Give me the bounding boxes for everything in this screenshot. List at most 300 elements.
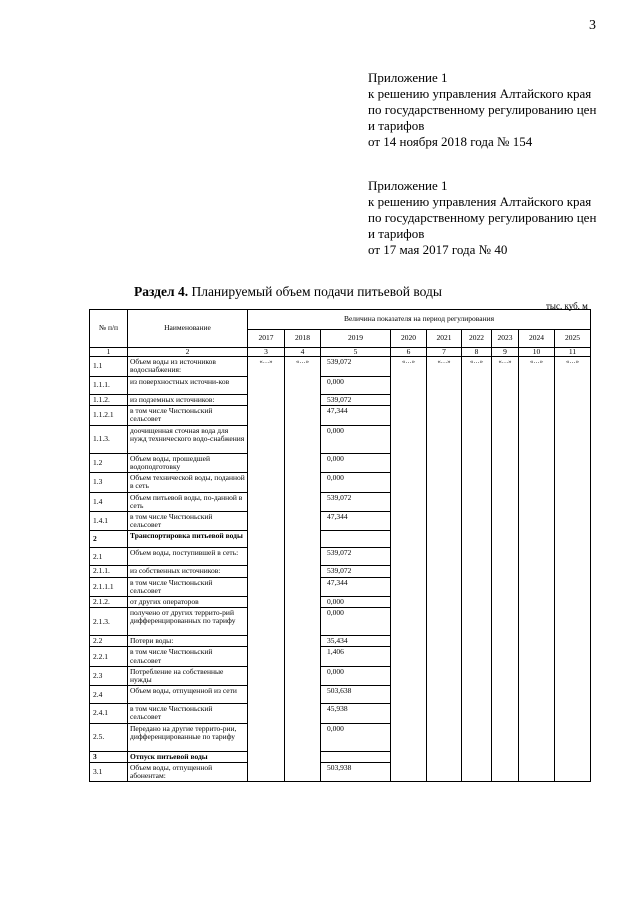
- row-number: 2.1: [90, 548, 128, 566]
- column-number: 5: [321, 348, 391, 357]
- appendix-title: Приложение 1: [368, 178, 448, 193]
- empty-cell: [555, 636, 591, 647]
- row-number: 2.1.2.: [90, 597, 128, 608]
- empty-cell: [391, 597, 427, 608]
- empty-cell: [285, 647, 321, 666]
- empty-cell: [462, 666, 492, 685]
- empty-cell: [519, 531, 555, 548]
- empty-cell: [519, 751, 555, 762]
- empty-cell: [492, 473, 519, 492]
- section-title: [134, 284, 442, 300]
- empty-cell: [248, 473, 285, 492]
- placeholder-value: «…»: [519, 357, 555, 376]
- value-2019: [321, 531, 391, 548]
- row-number: 1.1.1.: [90, 376, 128, 394]
- empty-cell: [248, 512, 285, 531]
- column-number: 1: [90, 348, 128, 357]
- empty-cell: [427, 597, 462, 608]
- empty-cell: [285, 608, 321, 636]
- empty-cell: [462, 548, 492, 566]
- empty-cell: [391, 512, 427, 531]
- empty-cell: [248, 566, 285, 577]
- table-row: [90, 647, 591, 666]
- empty-cell: [427, 394, 462, 405]
- row-name: Потери воды:: [128, 636, 248, 647]
- empty-cell: [427, 751, 462, 762]
- placeholder-value: «…»: [462, 357, 492, 376]
- empty-cell: [492, 597, 519, 608]
- empty-cell: [492, 566, 519, 577]
- empty-cell: [391, 473, 427, 492]
- empty-cell: [555, 762, 591, 781]
- year-header: 2019: [321, 330, 391, 348]
- empty-cell: [462, 566, 492, 577]
- row-name: доочищенная сточная вода для нужд технического водо-снабжения: [128, 425, 248, 453]
- value-2019: 0,000: [321, 425, 391, 453]
- empty-cell: [391, 704, 427, 723]
- table-row: [90, 512, 591, 531]
- empty-cell: [427, 548, 462, 566]
- year-header: 2017: [248, 330, 285, 348]
- empty-cell: [492, 492, 519, 511]
- empty-cell: [285, 704, 321, 723]
- empty-cell: [248, 608, 285, 636]
- empty-cell: [285, 512, 321, 531]
- row-name: Транспортировка питьевой воды: [128, 531, 248, 548]
- empty-cell: [519, 636, 555, 647]
- value-2019: 1,406: [321, 647, 391, 666]
- empty-cell: [492, 376, 519, 394]
- empty-cell: [248, 686, 285, 704]
- empty-cell: [248, 394, 285, 405]
- empty-cell: [391, 548, 427, 566]
- water-volume-table: [89, 309, 591, 782]
- empty-cell: [555, 566, 591, 577]
- value-2019: 0,000: [321, 608, 391, 636]
- section-heading: Планируемый объем подачи питьевой воды: [191, 284, 442, 299]
- empty-cell: [519, 512, 555, 531]
- empty-cell: [248, 425, 285, 453]
- appendix-line: к решению управления Алтайского края: [368, 86, 592, 101]
- row-number: 1.1.2.: [90, 394, 128, 405]
- empty-cell: [391, 405, 427, 425]
- table-row: [90, 473, 591, 492]
- row-number: 1.1.3.: [90, 425, 128, 453]
- table-row: [90, 686, 591, 704]
- row-number: 2.3: [90, 666, 128, 685]
- empty-cell: [492, 577, 519, 596]
- empty-cell: [427, 512, 462, 531]
- appendix-line: к решению управления Алтайского края: [368, 194, 592, 209]
- row-name: получено от других террито-рий дифференцированных по тарифу: [128, 608, 248, 636]
- empty-cell: [285, 762, 321, 781]
- table-row: [90, 566, 591, 577]
- placeholder-value: «…»: [391, 357, 427, 376]
- year-header: 2018: [285, 330, 321, 348]
- year-header: 2025: [555, 330, 591, 348]
- empty-cell: [492, 394, 519, 405]
- value-2019: 539,072: [321, 566, 391, 577]
- column-number: 10: [519, 348, 555, 357]
- value-2019: 45,938: [321, 704, 391, 723]
- empty-cell: [555, 548, 591, 566]
- empty-cell: [519, 597, 555, 608]
- empty-cell: [391, 425, 427, 453]
- empty-cell: [519, 473, 555, 492]
- empty-cell: [555, 473, 591, 492]
- value-2019: 47,344: [321, 512, 391, 531]
- empty-cell: [427, 376, 462, 394]
- empty-cell: [519, 686, 555, 704]
- placeholder-value: «…»: [427, 357, 462, 376]
- empty-cell: [427, 762, 462, 781]
- empty-cell: [285, 376, 321, 394]
- empty-cell: [427, 492, 462, 511]
- empty-cell: [462, 751, 492, 762]
- empty-cell: [555, 492, 591, 511]
- empty-cell: [519, 608, 555, 636]
- empty-cell: [427, 425, 462, 453]
- empty-cell: [285, 723, 321, 751]
- table-row: [90, 405, 591, 425]
- row-number: 1.4.1: [90, 512, 128, 531]
- row-number: 2.4.1: [90, 704, 128, 723]
- row-number: 2: [90, 531, 128, 548]
- empty-cell: [555, 394, 591, 405]
- empty-cell: [492, 666, 519, 685]
- row-number: 2.1.1.1: [90, 577, 128, 596]
- empty-cell: [492, 762, 519, 781]
- table-row: [90, 376, 591, 394]
- value-2019: 539,072: [321, 357, 391, 376]
- empty-cell: [462, 647, 492, 666]
- row-name: Объем технической воды, поданной в сеть: [128, 473, 248, 492]
- row-name: Отпуск питьевой воды: [128, 751, 248, 762]
- empty-cell: [285, 473, 321, 492]
- row-name: в том числе Чистюньский сельсовет: [128, 577, 248, 596]
- value-2019: 0,000: [321, 453, 391, 472]
- appendix-title: Приложение 1: [368, 70, 448, 85]
- empty-cell: [555, 376, 591, 394]
- empty-cell: [427, 531, 462, 548]
- empty-cell: [555, 425, 591, 453]
- row-name: из подземных источников:: [128, 394, 248, 405]
- empty-cell: [248, 704, 285, 723]
- empty-cell: [391, 608, 427, 636]
- appendix-current: [368, 70, 596, 150]
- empty-cell: [492, 704, 519, 723]
- empty-cell: [248, 492, 285, 511]
- row-name: в том числе Чистюньский сельсовет: [128, 405, 248, 425]
- empty-cell: [462, 394, 492, 405]
- empty-cell: [285, 453, 321, 472]
- empty-cell: [285, 548, 321, 566]
- column-number: 7: [427, 348, 462, 357]
- empty-cell: [492, 636, 519, 647]
- row-number: 2.2.1: [90, 647, 128, 666]
- empty-cell: [391, 723, 427, 751]
- empty-cell: [492, 686, 519, 704]
- empty-cell: [427, 686, 462, 704]
- empty-cell: [391, 566, 427, 577]
- empty-cell: [427, 723, 462, 751]
- units-label: тыс. куб. м: [546, 301, 588, 311]
- appendix-line: и тарифов: [368, 118, 425, 133]
- table-row: [90, 636, 591, 647]
- row-name: Объем воды, прошедшей водоподготовку: [128, 453, 248, 472]
- empty-cell: [492, 405, 519, 425]
- empty-cell: [555, 704, 591, 723]
- row-name: в том числе Чистюньский сельсовет: [128, 512, 248, 531]
- appendix-line: по государственному регулированию цен: [368, 210, 597, 225]
- empty-cell: [555, 531, 591, 548]
- empty-cell: [285, 666, 321, 685]
- empty-cell: [285, 686, 321, 704]
- empty-cell: [391, 453, 427, 472]
- year-header: 2024: [519, 330, 555, 348]
- table-row: [90, 762, 591, 781]
- empty-cell: [427, 453, 462, 472]
- empty-cell: [391, 686, 427, 704]
- empty-cell: [462, 636, 492, 647]
- table-row: [90, 597, 591, 608]
- empty-cell: [248, 405, 285, 425]
- row-name: от других операторов: [128, 597, 248, 608]
- empty-cell: [555, 577, 591, 596]
- empty-cell: [248, 531, 285, 548]
- empty-cell: [555, 453, 591, 472]
- table-row: [90, 723, 591, 751]
- empty-cell: [492, 751, 519, 762]
- column-number: 3: [248, 348, 285, 357]
- empty-cell: [427, 473, 462, 492]
- empty-cell: [427, 405, 462, 425]
- year-header: 2020: [391, 330, 427, 348]
- empty-cell: [462, 376, 492, 394]
- empty-cell: [519, 723, 555, 751]
- appendix-line: по государственному регулированию цен: [368, 102, 597, 117]
- empty-cell: [519, 647, 555, 666]
- empty-cell: [462, 597, 492, 608]
- empty-cell: [248, 636, 285, 647]
- empty-cell: [492, 453, 519, 472]
- empty-cell: [519, 666, 555, 685]
- empty-cell: [391, 751, 427, 762]
- empty-cell: [462, 531, 492, 548]
- empty-cell: [427, 577, 462, 596]
- row-number: 1.1: [90, 357, 128, 376]
- year-header: 2023: [492, 330, 519, 348]
- section-label: Раздел 4.: [134, 284, 189, 299]
- empty-cell: [519, 376, 555, 394]
- row-number: 2.2: [90, 636, 128, 647]
- empty-cell: [248, 597, 285, 608]
- empty-cell: [391, 762, 427, 781]
- placeholder-value: «…»: [285, 357, 321, 376]
- empty-cell: [391, 647, 427, 666]
- row-name: из поверхностных источни-ков: [128, 376, 248, 394]
- empty-cell: [555, 666, 591, 685]
- empty-cell: [285, 597, 321, 608]
- empty-cell: [427, 647, 462, 666]
- empty-cell: [555, 647, 591, 666]
- empty-cell: [248, 548, 285, 566]
- value-2019: 47,344: [321, 405, 391, 425]
- empty-cell: [248, 762, 285, 781]
- row-name: Объем воды, отпущенной из сети: [128, 686, 248, 704]
- column-number: 4: [285, 348, 321, 357]
- table-row: [90, 357, 591, 376]
- column-number: 2: [128, 348, 248, 357]
- empty-cell: [462, 723, 492, 751]
- row-number: 2.4: [90, 686, 128, 704]
- value-2019: 503,938: [321, 762, 391, 781]
- empty-cell: [391, 577, 427, 596]
- empty-cell: [555, 597, 591, 608]
- empty-cell: [248, 577, 285, 596]
- row-name: Объем воды, поступившей в сеть:: [128, 548, 248, 566]
- empty-cell: [248, 666, 285, 685]
- row-number: 2.1.1.: [90, 566, 128, 577]
- empty-cell: [391, 636, 427, 647]
- value-2019: 0,000: [321, 376, 391, 394]
- placeholder-value: «…»: [555, 357, 591, 376]
- empty-cell: [391, 531, 427, 548]
- empty-cell: [285, 394, 321, 405]
- empty-cell: [519, 425, 555, 453]
- row-number: 1.1.2.1: [90, 405, 128, 425]
- value-2019: 539,072: [321, 548, 391, 566]
- empty-cell: [462, 608, 492, 636]
- empty-cell: [427, 704, 462, 723]
- empty-cell: [492, 425, 519, 453]
- row-name: из собственных источников:: [128, 566, 248, 577]
- column-number: 8: [462, 348, 492, 357]
- column-number: 11: [555, 348, 591, 357]
- appendix-date: от 14 ноября 2018 года № 154: [368, 134, 533, 149]
- table-row: [90, 492, 591, 511]
- table-row: [90, 425, 591, 453]
- empty-cell: [391, 492, 427, 511]
- empty-cell: [462, 425, 492, 453]
- empty-cell: [285, 492, 321, 511]
- empty-cell: [462, 492, 492, 511]
- empty-cell: [285, 566, 321, 577]
- empty-cell: [248, 647, 285, 666]
- value-2019: 47,344: [321, 577, 391, 596]
- table-row: [90, 577, 591, 596]
- year-header: 2022: [462, 330, 492, 348]
- row-name: Объем воды из источников водоснабжения:: [128, 357, 248, 376]
- empty-cell: [427, 666, 462, 685]
- header-period: Величина показателя на период регулирования: [248, 310, 591, 330]
- row-number: 1.2: [90, 453, 128, 472]
- row-name: в том числе Чистюньский сельсовет: [128, 704, 248, 723]
- empty-cell: [391, 666, 427, 685]
- empty-cell: [248, 453, 285, 472]
- empty-cell: [492, 548, 519, 566]
- value-2019: 503,638: [321, 686, 391, 704]
- row-name: Передано на другие террито-рии, дифференцированные по тарифу: [128, 723, 248, 751]
- empty-cell: [492, 647, 519, 666]
- empty-cell: [462, 473, 492, 492]
- empty-cell: [519, 405, 555, 425]
- row-name: Объем питьевой воды, по-данной в сеть: [128, 492, 248, 511]
- row-number: 2.1.3.: [90, 608, 128, 636]
- value-2019: 0,000: [321, 597, 391, 608]
- empty-cell: [492, 531, 519, 548]
- empty-cell: [462, 704, 492, 723]
- empty-cell: [555, 512, 591, 531]
- empty-cell: [519, 548, 555, 566]
- row-name: в том числе Чистюньский сельсовет: [128, 647, 248, 666]
- empty-cell: [519, 762, 555, 781]
- empty-cell: [285, 531, 321, 548]
- empty-cell: [519, 394, 555, 405]
- row-name: Потребление на собственные нужды: [128, 666, 248, 685]
- empty-cell: [427, 636, 462, 647]
- empty-cell: [427, 608, 462, 636]
- table-row: [90, 704, 591, 723]
- value-2019: 35,434: [321, 636, 391, 647]
- empty-cell: [285, 577, 321, 596]
- value-2019: 539,072: [321, 394, 391, 405]
- row-number: 3.1: [90, 762, 128, 781]
- column-number: 9: [492, 348, 519, 357]
- empty-cell: [519, 566, 555, 577]
- empty-cell: [519, 704, 555, 723]
- empty-cell: [285, 751, 321, 762]
- row-number: 3: [90, 751, 128, 762]
- empty-cell: [492, 723, 519, 751]
- table-row: [90, 453, 591, 472]
- empty-cell: [391, 394, 427, 405]
- row-name: Объем воды, отпущенной абонентам:: [128, 762, 248, 781]
- row-number: 1.4: [90, 492, 128, 511]
- empty-cell: [427, 566, 462, 577]
- value-2019: 0,000: [321, 473, 391, 492]
- empty-cell: [492, 608, 519, 636]
- appendix-line: и тарифов: [368, 226, 425, 241]
- empty-cell: [248, 723, 285, 751]
- table-row: [90, 548, 591, 566]
- placeholder-value: «…»: [248, 357, 285, 376]
- appendix-original: [368, 178, 596, 258]
- value-2019: 539,072: [321, 492, 391, 511]
- table-row: [90, 394, 591, 405]
- value-2019: 0,000: [321, 723, 391, 751]
- empty-cell: [519, 492, 555, 511]
- empty-cell: [555, 723, 591, 751]
- empty-cell: [492, 512, 519, 531]
- empty-cell: [555, 686, 591, 704]
- row-number: 1.3: [90, 473, 128, 492]
- table-row: [90, 751, 591, 762]
- table-row: [90, 608, 591, 636]
- row-number: 2.5.: [90, 723, 128, 751]
- empty-cell: [248, 376, 285, 394]
- appendix-date: от 17 мая 2017 года № 40: [368, 242, 508, 257]
- empty-cell: [462, 453, 492, 472]
- empty-cell: [285, 425, 321, 453]
- page-number: 3: [589, 18, 596, 33]
- empty-cell: [462, 686, 492, 704]
- placeholder-value: «…»: [492, 357, 519, 376]
- empty-cell: [519, 577, 555, 596]
- value-2019: [321, 751, 391, 762]
- table-row: [90, 531, 591, 548]
- empty-cell: [462, 577, 492, 596]
